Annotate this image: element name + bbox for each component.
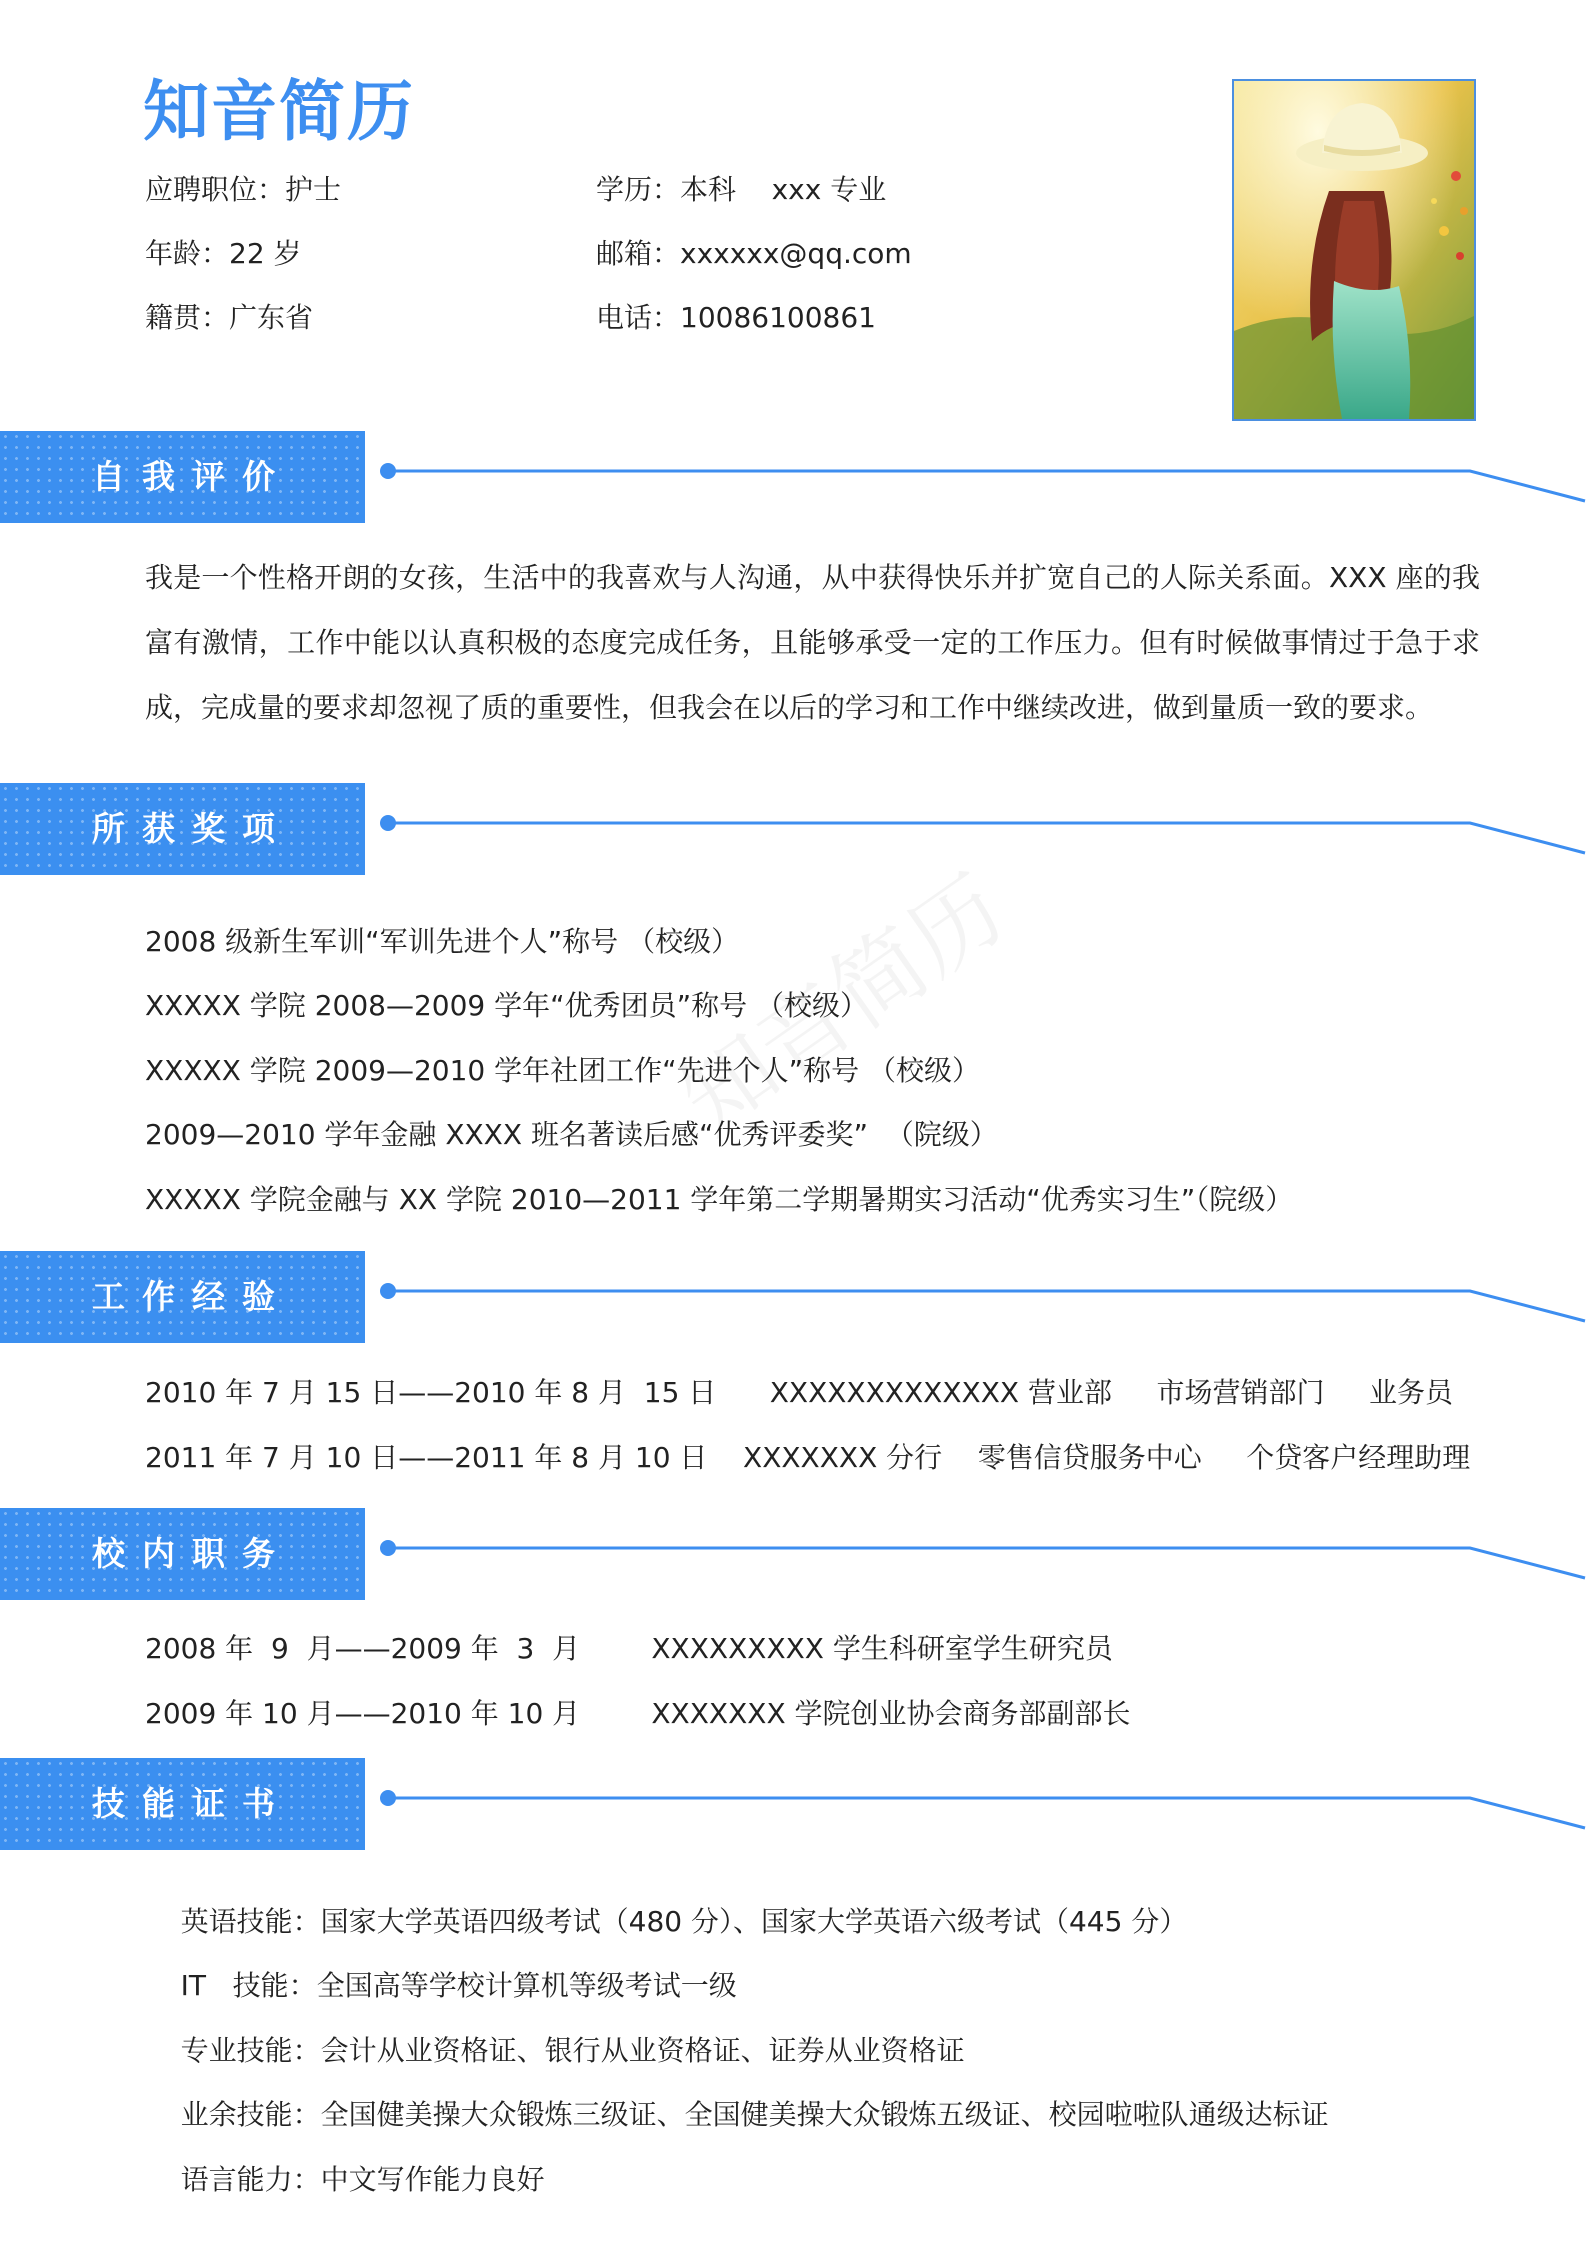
school-item: 2008 年 9 月——2009 年 3 月 XXXXXXXXX 学生科研室学生研究员: [145, 1632, 1113, 1665]
skill-value: 会计从业资格证、银行从业资格证、证券从业资格证: [320, 2034, 965, 2067]
self-eval-text: 我是一个性格开朗的女孩，生活中的我喜欢与人沟通，从中获得快乐并扩宽自己的人际关系面。XXX 座的我富有激情，工作中能以认真积极的态度完成任务，且能够承受一定的工作压力。但有时候做事情过于急于求成，完成量的要求却忽视了质的重要性，但我会在以后的学习和工作中继续改进，做到量质一致的要求。: [145, 561, 1480, 724]
section-title-school: 校内职务: [92, 1534, 292, 1573]
section-header-work: [0, 1251, 1587, 1343]
section-title-self-eval: 自我评价: [92, 457, 292, 496]
section-tab: [0, 1508, 365, 1600]
section-divider-line: [370, 463, 1587, 503]
info-position: 应聘职位：护士: [145, 173, 342, 206]
award-item: 2009—2010 学年金融 XXXX 班名著读后感“优秀评委奖” （院级）: [145, 1118, 998, 1151]
skill-label: IT 技能：: [180, 1969, 317, 2002]
section-header-awards: [0, 783, 1587, 875]
section-title-awards: 所获奖项: [92, 809, 292, 848]
section-header-skills: [0, 1758, 1587, 1850]
work-item: 2011 年 7 月 10 日——2011 年 8 月 10 日 XXXXXXX 分行 零售信贷服务中心 个贷客户经理助理: [145, 1441, 1471, 1474]
skill-value: 国家大学英语四级考试（480 分）、国家大学英语六级考试（445 分）: [320, 1905, 1188, 1938]
award-item: XXXXX 学院 2008—2009 学年“优秀团员”称号 （校级）: [145, 989, 869, 1022]
profile-photo-illustration: [1234, 81, 1474, 419]
section-tab: [0, 783, 365, 875]
info-origin: 籍贯：广东省: [145, 301, 314, 334]
info-email: 邮箱：xxxxxx@qq.com: [596, 237, 912, 270]
skill-value: 全国高等学校计算机等级考试一级: [316, 1969, 737, 2002]
info-education: 学历：本科 xxx 专业: [596, 173, 887, 206]
skill-value: 中文写作能力良好: [320, 2163, 545, 2196]
skill-label: 专业技能：: [180, 2034, 321, 2067]
section-tab: [0, 431, 365, 523]
skill-value: 全国健美操大众锻炼三级证、全国健美操大众锻炼五级证、校园啦啦队通级达标证: [320, 2098, 1329, 2131]
resume-title: 知音简历: [143, 73, 415, 150]
section-divider-line: [370, 815, 1587, 855]
award-item: XXXXX 学院金融与 XX 学院 2010—2011 学年第二学期暑期实习活动“优秀实习生”（院级）: [145, 1183, 1294, 1216]
section-tab: [0, 1758, 365, 1850]
section-divider-line: [370, 1790, 1587, 1830]
section-divider-line: [370, 1540, 1587, 1580]
section-divider-line: [370, 1283, 1587, 1323]
skill-item: [145, 2126, 545, 2234]
award-item: XXXXX 学院 2009—2010 学年社团工作“先进个人”称号 （校级）: [145, 1054, 981, 1087]
info-age: 年龄：22 岁: [145, 237, 302, 270]
section-header-self-eval: [0, 431, 1587, 523]
skill-label: 业余技能：: [180, 2098, 321, 2131]
work-item: 2010 年 7 月 15 日——2010 年 8 月 15 日 XXXXXXXXXXXXX 营业部 市场营销部门 业务员: [145, 1376, 1453, 1409]
section-title-skills: 技能证书: [92, 1784, 292, 1823]
award-item: 2008 级新生军训“军训先进个人”称号 （校级）: [145, 925, 740, 958]
info-phone: 电话：10086100861: [596, 301, 876, 334]
section-header-school: [0, 1508, 1587, 1600]
school-item: 2009 年 10 月——2010 年 10 月 XXXXXXX 学院创业协会商务部副部长: [145, 1697, 1131, 1730]
section-tab: [0, 1251, 365, 1343]
skill-label: 语言能力：: [180, 2163, 321, 2196]
section-title-work: 工作经验: [92, 1277, 292, 1316]
skill-label: 英语技能：: [180, 1905, 321, 1938]
profile-photo: [1232, 79, 1476, 421]
